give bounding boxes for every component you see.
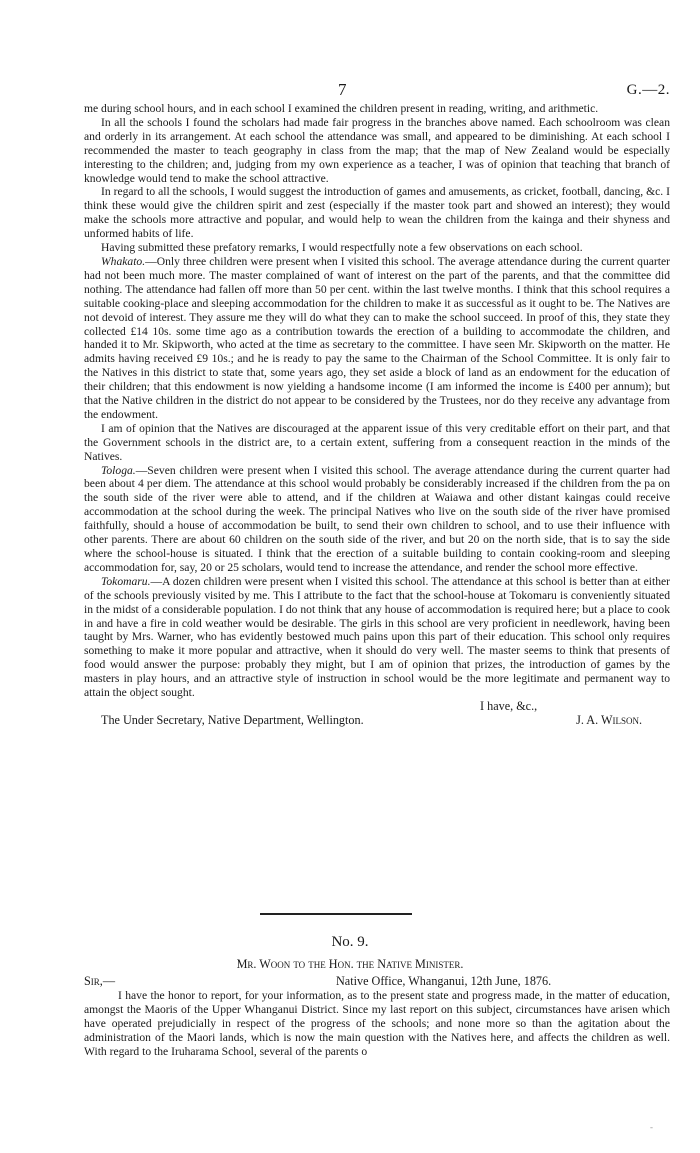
- paragraph: In regard to all the schools, I would suggest the introduction of games and amusements, as cricket, football, dancing, &c. I think these would give the children spirit and zest (especially if the master took part and showed an interest); they would make the schools more attractive and popular, and would help to wean the children from the kainga and their shyness and unformed habits of life.: [84, 185, 670, 241]
- school-name: Tokomaru.: [101, 574, 151, 588]
- closing: I have, &c.,: [480, 698, 538, 713]
- paragraph-tologa: [84, 464, 670, 575]
- paragraph-text: —A dozen children were present when I visited this school. The attendance at this school is better than at either of the schools previously visited by me. This I attribute to the fact that the school-house at Tokomaru is conveniently situated in the midst of a considerable population. I do not think that any house of accommodation is required here; but a place to cook in and have a fire in cold weather would be desirable. The girls in this school are very proficient in needlework, having been taught by Mrs. Warner, who has evidently bestowed much pains upon this part of their education. This school only requires something to make it more popular and attractive, when it should do very well. The master seems to think that presents of food would answer the purpose: probably they might, but I am of opinion that prizes, the introduction of games by the masters in play hours, and an attractive style of instruction in school would be the more legitimate and permanent way to attain the object sought.: [84, 574, 670, 700]
- page-number: 7: [338, 80, 347, 99]
- paragraph-whakato: [84, 255, 670, 422]
- paragraph: I am of opinion that the Natives are discouraged at the apparent issue of this very creditable effort on their part, and that the Government schools in the district are, to a certain extent, suffering from a consequent reaction in the minds of the Natives.: [84, 421, 670, 463]
- letter-number: No. 9.: [331, 934, 369, 950]
- letter-body: [84, 989, 670, 1059]
- footer-mark: -: [650, 1122, 653, 1132]
- signature-row: [84, 714, 670, 728]
- paragraph: I have the honor to report, for your information, as to the present state and progress made, in the matter of education, amongst the Maoris of the Upper Whanganui District. Since my last report on this subject, circumstances have arisen which have operated prejudicially in respect of the progress of the schools; and none more so than the agitation about the administration of the Maori lands, which is now the main question with the Natives here, and affects the children as well. With regard to the Iruharama School, several of the parents o: [84, 989, 670, 1058]
- letter-heading: Mr. Woon to the Hon. the Native Minister.: [236, 957, 464, 971]
- dateline: Native Office, Whanganui, 12th June, 1876.: [336, 974, 552, 988]
- paragraph: me during school hours, and in each school I examined the children present in reading, writing, and arithmetic.: [84, 102, 599, 115]
- section-divider: [260, 913, 412, 915]
- school-name: Tologa.: [101, 463, 136, 477]
- paragraph-text: —Only three children were present when I visited this school. The average attendance during the current quarter had not been much more. The master complained of want of interest on the part of the parents, and that the committee did nothing. The attendance had fallen off more than 50 per cent. within the last twelve months. I think that this school requires a suitable cooking-place and sleeping accommodation for the children to make it as successful as it ought to be. The Natives are not devoid of interest. They assure me they will do what they can to make the school succeed. In proof of this, they state they collected £14 10s. some time ago as a contribution towards the erection of a building to accommodate the children, and handed it to Mr. Skipworth, who acted at the time as secretary to the committee. I have seen Mr. Skipworth on the matter. He admits having received £9 10s.; and he is ready to pay the same to the Chairman of the School Committee. It is only fair to the Natives in this district to state that, some years ago, they set aside a block of land as an endowment for the education of their children; that this endowment is now yielding a handsome income (I am informed the income is £400 per annum); but that the Native children in the district do not appear to be considered by the Trustees, nor do they receive any advantage from the endowment.: [84, 254, 670, 421]
- signature: J. A. Wilson.: [576, 712, 642, 727]
- report-body: [84, 102, 670, 728]
- paragraph: In all the schools I found the scholars had made fair progress in the branches above named. Each schoolroom was clean and orderly in its arrangement. At each school the attendance was small, and appeared to be diminishing. At each school I recommended the master to teach geography in class from the map; that the map of New Zealand would be especially interesting to the children; and, judging from my own experience as a teacher, I was of opinion that teaching that branch of knowledge would tend to make the school attractive.: [84, 115, 670, 185]
- addressee: The Under Secretary, Native Department, Wellington.: [101, 712, 364, 727]
- salutation: Sir,—: [84, 974, 116, 988]
- school-name: Whakato.: [101, 254, 146, 268]
- document-reference: G.—2.: [626, 82, 670, 98]
- paragraph-tokomaru: [84, 575, 670, 700]
- paragraph-text: —Seven children were present when I visited this school. The average attendance during the current quarter had been about 4 per diem. The attendance at this school would probably be considerably increased if the children from the pa on the south side of the river were able to attend, and if the children at Waiawa and other distant kaingas could receive accommodation at the school during the week. The principal Natives who live on the south side of the river have promised faithfully, should a house of accommodation be built, to send their own children to school, and to use their influence with other parents. There are about 60 children on the south side of the river, and but 20 on the north side, that is to say the side where the school-house is situated. I think that the erection of a suitable building to contain cooking-room and sleeping accommodation for, say, 20 or 25 scholars, would tend to increase the attendance, and render the school more effective.: [84, 463, 670, 574]
- paragraph: Having submitted these prefatory remarks, I would respectfully note a few observations on each school.: [101, 241, 583, 255]
